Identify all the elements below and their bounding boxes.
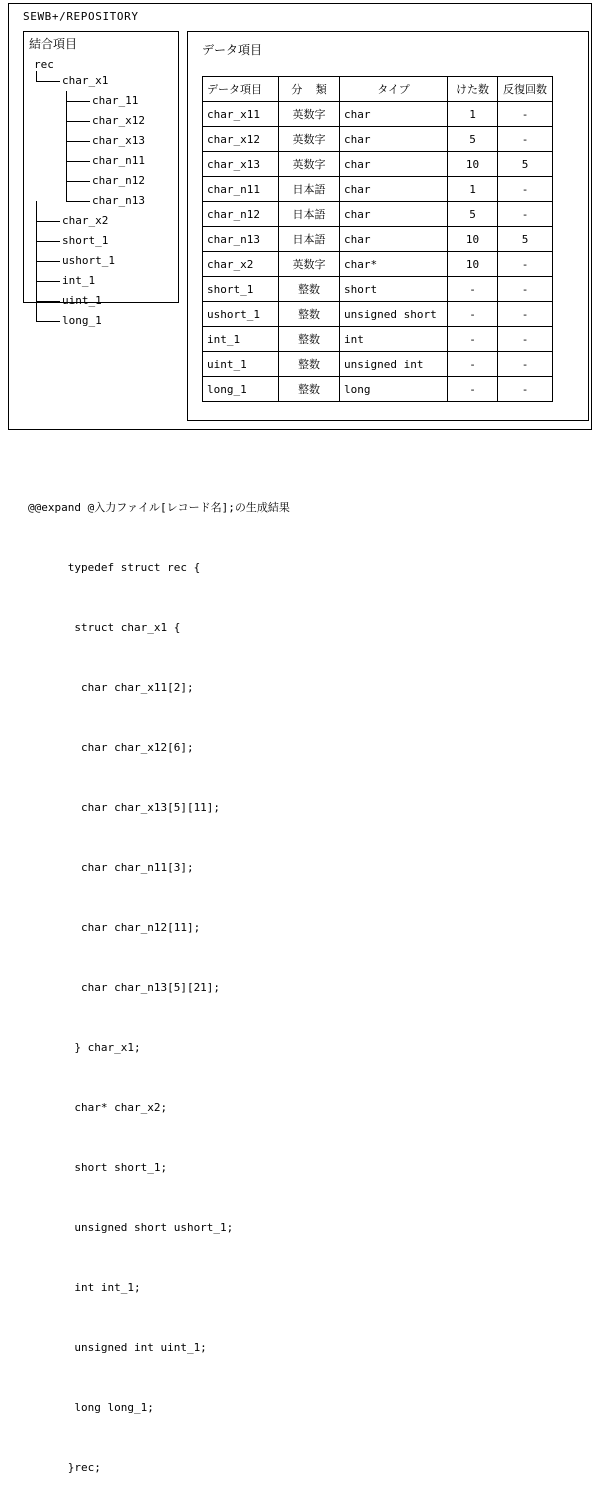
repository-window: [8, 3, 592, 430]
tree-node-label: char_11: [92, 94, 139, 107]
cell-classification: 英数字: [279, 252, 340, 277]
tree-node-long-1[interactable]: [32, 311, 178, 331]
tree-level-2: [62, 91, 178, 211]
tree-root-node[interactable]: rec: [34, 58, 54, 71]
table-row[interactable]: [203, 377, 553, 402]
tree-node-int-1[interactable]: [32, 271, 178, 291]
cell-digits: -: [448, 277, 498, 302]
cell-classification: 英数字: [279, 102, 340, 127]
tree-node-char-x13[interactable]: [62, 131, 178, 151]
cell-digits: -: [448, 302, 498, 327]
cell-type: unsigned short: [340, 302, 448, 327]
cell-repeat: -: [498, 277, 553, 302]
cell-type: char: [340, 202, 448, 227]
tree-node-char-11[interactable]: [62, 91, 178, 111]
column-header-repeat[interactable]: 反復回数: [498, 77, 553, 102]
column-header-classification[interactable]: 分 類: [279, 77, 340, 102]
tree-node-label: char_x2: [62, 214, 109, 227]
cell-repeat: 5: [498, 227, 553, 252]
tree-node-label: short_1: [62, 234, 109, 247]
code-line: }rec;: [28, 1461, 101, 1474]
table-row[interactable]: [203, 177, 553, 202]
cell-repeat: -: [498, 377, 553, 402]
code-line: short short_1;: [28, 1161, 168, 1174]
cell-type: int: [340, 327, 448, 352]
table-row[interactable]: [203, 152, 553, 177]
cell-classification: 日本語: [279, 177, 340, 202]
table-header-row: [203, 77, 553, 102]
cell-type: char: [340, 127, 448, 152]
code-line: char char_n13[5][21];: [28, 981, 221, 994]
table-row[interactable]: [203, 302, 553, 327]
cell-name: uint_1: [203, 352, 279, 377]
code-line: char char_x12[6];: [28, 741, 194, 754]
cell-classification: 整数: [279, 327, 340, 352]
tree-node-label: char_x12: [92, 114, 145, 127]
tree-level-1: [32, 71, 178, 331]
tree-node-char-x2[interactable]: [32, 211, 178, 231]
cell-repeat: 5: [498, 152, 553, 177]
tree-node-label: char_x1: [62, 74, 109, 87]
cell-repeat: -: [498, 177, 553, 202]
cell-name: ushort_1: [203, 302, 279, 327]
cell-name: char_n11: [203, 177, 279, 202]
cell-name: char_x13: [203, 152, 279, 177]
structure-tree: [32, 58, 178, 331]
code-line: unsigned short ushort_1;: [28, 1221, 234, 1234]
cell-digits: 10: [448, 152, 498, 177]
cell-repeat: -: [498, 127, 553, 152]
data-item-table: [202, 76, 553, 402]
cell-digits: 1: [448, 177, 498, 202]
cell-repeat: -: [498, 327, 553, 352]
cell-digits: 10: [448, 227, 498, 252]
cell-type: char: [340, 152, 448, 177]
table-row[interactable]: [203, 327, 553, 352]
cell-repeat: -: [498, 302, 553, 327]
table-row[interactable]: [203, 127, 553, 152]
code-line: @@expand @入力ファイル[レコード名];の生成結果: [28, 501, 290, 514]
cell-name: char_x12: [203, 127, 279, 152]
cell-repeat: -: [498, 202, 553, 227]
cell-classification: 整数: [279, 277, 340, 302]
cell-name: char_n13: [203, 227, 279, 252]
cell-type: char: [340, 177, 448, 202]
code-line: int int_1;: [28, 1281, 141, 1294]
cell-type: char*: [340, 252, 448, 277]
generated-code-output: [28, 458, 290, 1498]
tree-node-label: uint_1: [62, 294, 102, 307]
code-line: char char_n11[3];: [28, 861, 194, 874]
tree-node-short-1[interactable]: [32, 231, 178, 251]
code-line: char char_n12[11];: [28, 921, 201, 934]
cell-type: short: [340, 277, 448, 302]
code-line: char* char_x2;: [28, 1101, 168, 1114]
cell-digits: -: [448, 377, 498, 402]
column-header-digits[interactable]: けた数: [448, 77, 498, 102]
cell-classification: 日本語: [279, 202, 340, 227]
cell-classification: 整数: [279, 377, 340, 402]
tree-node-label: long_1: [62, 314, 102, 327]
table-row[interactable]: [203, 277, 553, 302]
cell-digits: 1: [448, 102, 498, 127]
code-line: } char_x1;: [28, 1041, 141, 1054]
cell-classification: 整数: [279, 352, 340, 377]
structure-panel: [23, 31, 179, 327]
cell-repeat: -: [498, 252, 553, 277]
table-row[interactable]: [203, 102, 553, 127]
table-row[interactable]: [203, 252, 553, 277]
tree-node-label: char_n13: [92, 194, 145, 207]
cell-classification: 英数字: [279, 152, 340, 177]
tree-node-char-x1[interactable]: [32, 71, 178, 91]
tree-node-char-n11[interactable]: [62, 151, 178, 171]
tree-node-uint-1[interactable]: [32, 291, 178, 311]
tree-node-label: char_n12: [92, 174, 145, 187]
code-line: unsigned int uint_1;: [28, 1341, 207, 1354]
table-row[interactable]: [203, 202, 553, 227]
data-item-panel: [187, 31, 589, 421]
cell-repeat: -: [498, 352, 553, 377]
cell-classification: 日本語: [279, 227, 340, 252]
cell-repeat: -: [498, 102, 553, 127]
code-line: char char_x11[2];: [28, 681, 194, 694]
tree-node-char-n12[interactable]: [62, 171, 178, 191]
code-line: char char_x13[5][11];: [28, 801, 221, 814]
tree-node-char-n13[interactable]: [62, 191, 178, 211]
code-line: long long_1;: [28, 1401, 154, 1414]
cell-type: unsigned int: [340, 352, 448, 377]
column-header-type[interactable]: タイプ: [340, 77, 448, 102]
cell-digits: 5: [448, 202, 498, 227]
cell-type: char: [340, 102, 448, 127]
tree-node-ushort-1[interactable]: [32, 251, 178, 271]
code-line: struct char_x1 {: [28, 621, 181, 634]
tree-node-label: ushort_1: [62, 254, 115, 267]
structure-panel-title: 結合項目: [29, 37, 78, 51]
table-row[interactable]: [203, 352, 553, 377]
cell-classification: 整数: [279, 302, 340, 327]
cell-digits: -: [448, 352, 498, 377]
cell-digits: 10: [448, 252, 498, 277]
cell-name: char_x11: [203, 102, 279, 127]
tree-node-label: char_n11: [92, 154, 145, 167]
cell-type: long: [340, 377, 448, 402]
cell-digits: -: [448, 327, 498, 352]
code-line: typedef struct rec {: [28, 561, 201, 574]
cell-name: char_x2: [203, 252, 279, 277]
window-title: SEWB+/REPOSITORY: [23, 10, 139, 23]
cell-name: short_1: [203, 277, 279, 302]
table-row[interactable]: [203, 227, 553, 252]
column-header-name[interactable]: データ項目: [203, 77, 279, 102]
cell-name: long_1: [203, 377, 279, 402]
data-item-panel-title: データ項目: [202, 43, 263, 57]
cell-name: char_n12: [203, 202, 279, 227]
tree-node-label: char_x13: [92, 134, 145, 147]
cell-name: int_1: [203, 327, 279, 352]
cell-classification: 英数字: [279, 127, 340, 152]
cell-digits: 5: [448, 127, 498, 152]
tree-node-label: int_1: [62, 274, 96, 287]
tree-node-char-x12[interactable]: [62, 111, 178, 131]
cell-type: char: [340, 227, 448, 252]
